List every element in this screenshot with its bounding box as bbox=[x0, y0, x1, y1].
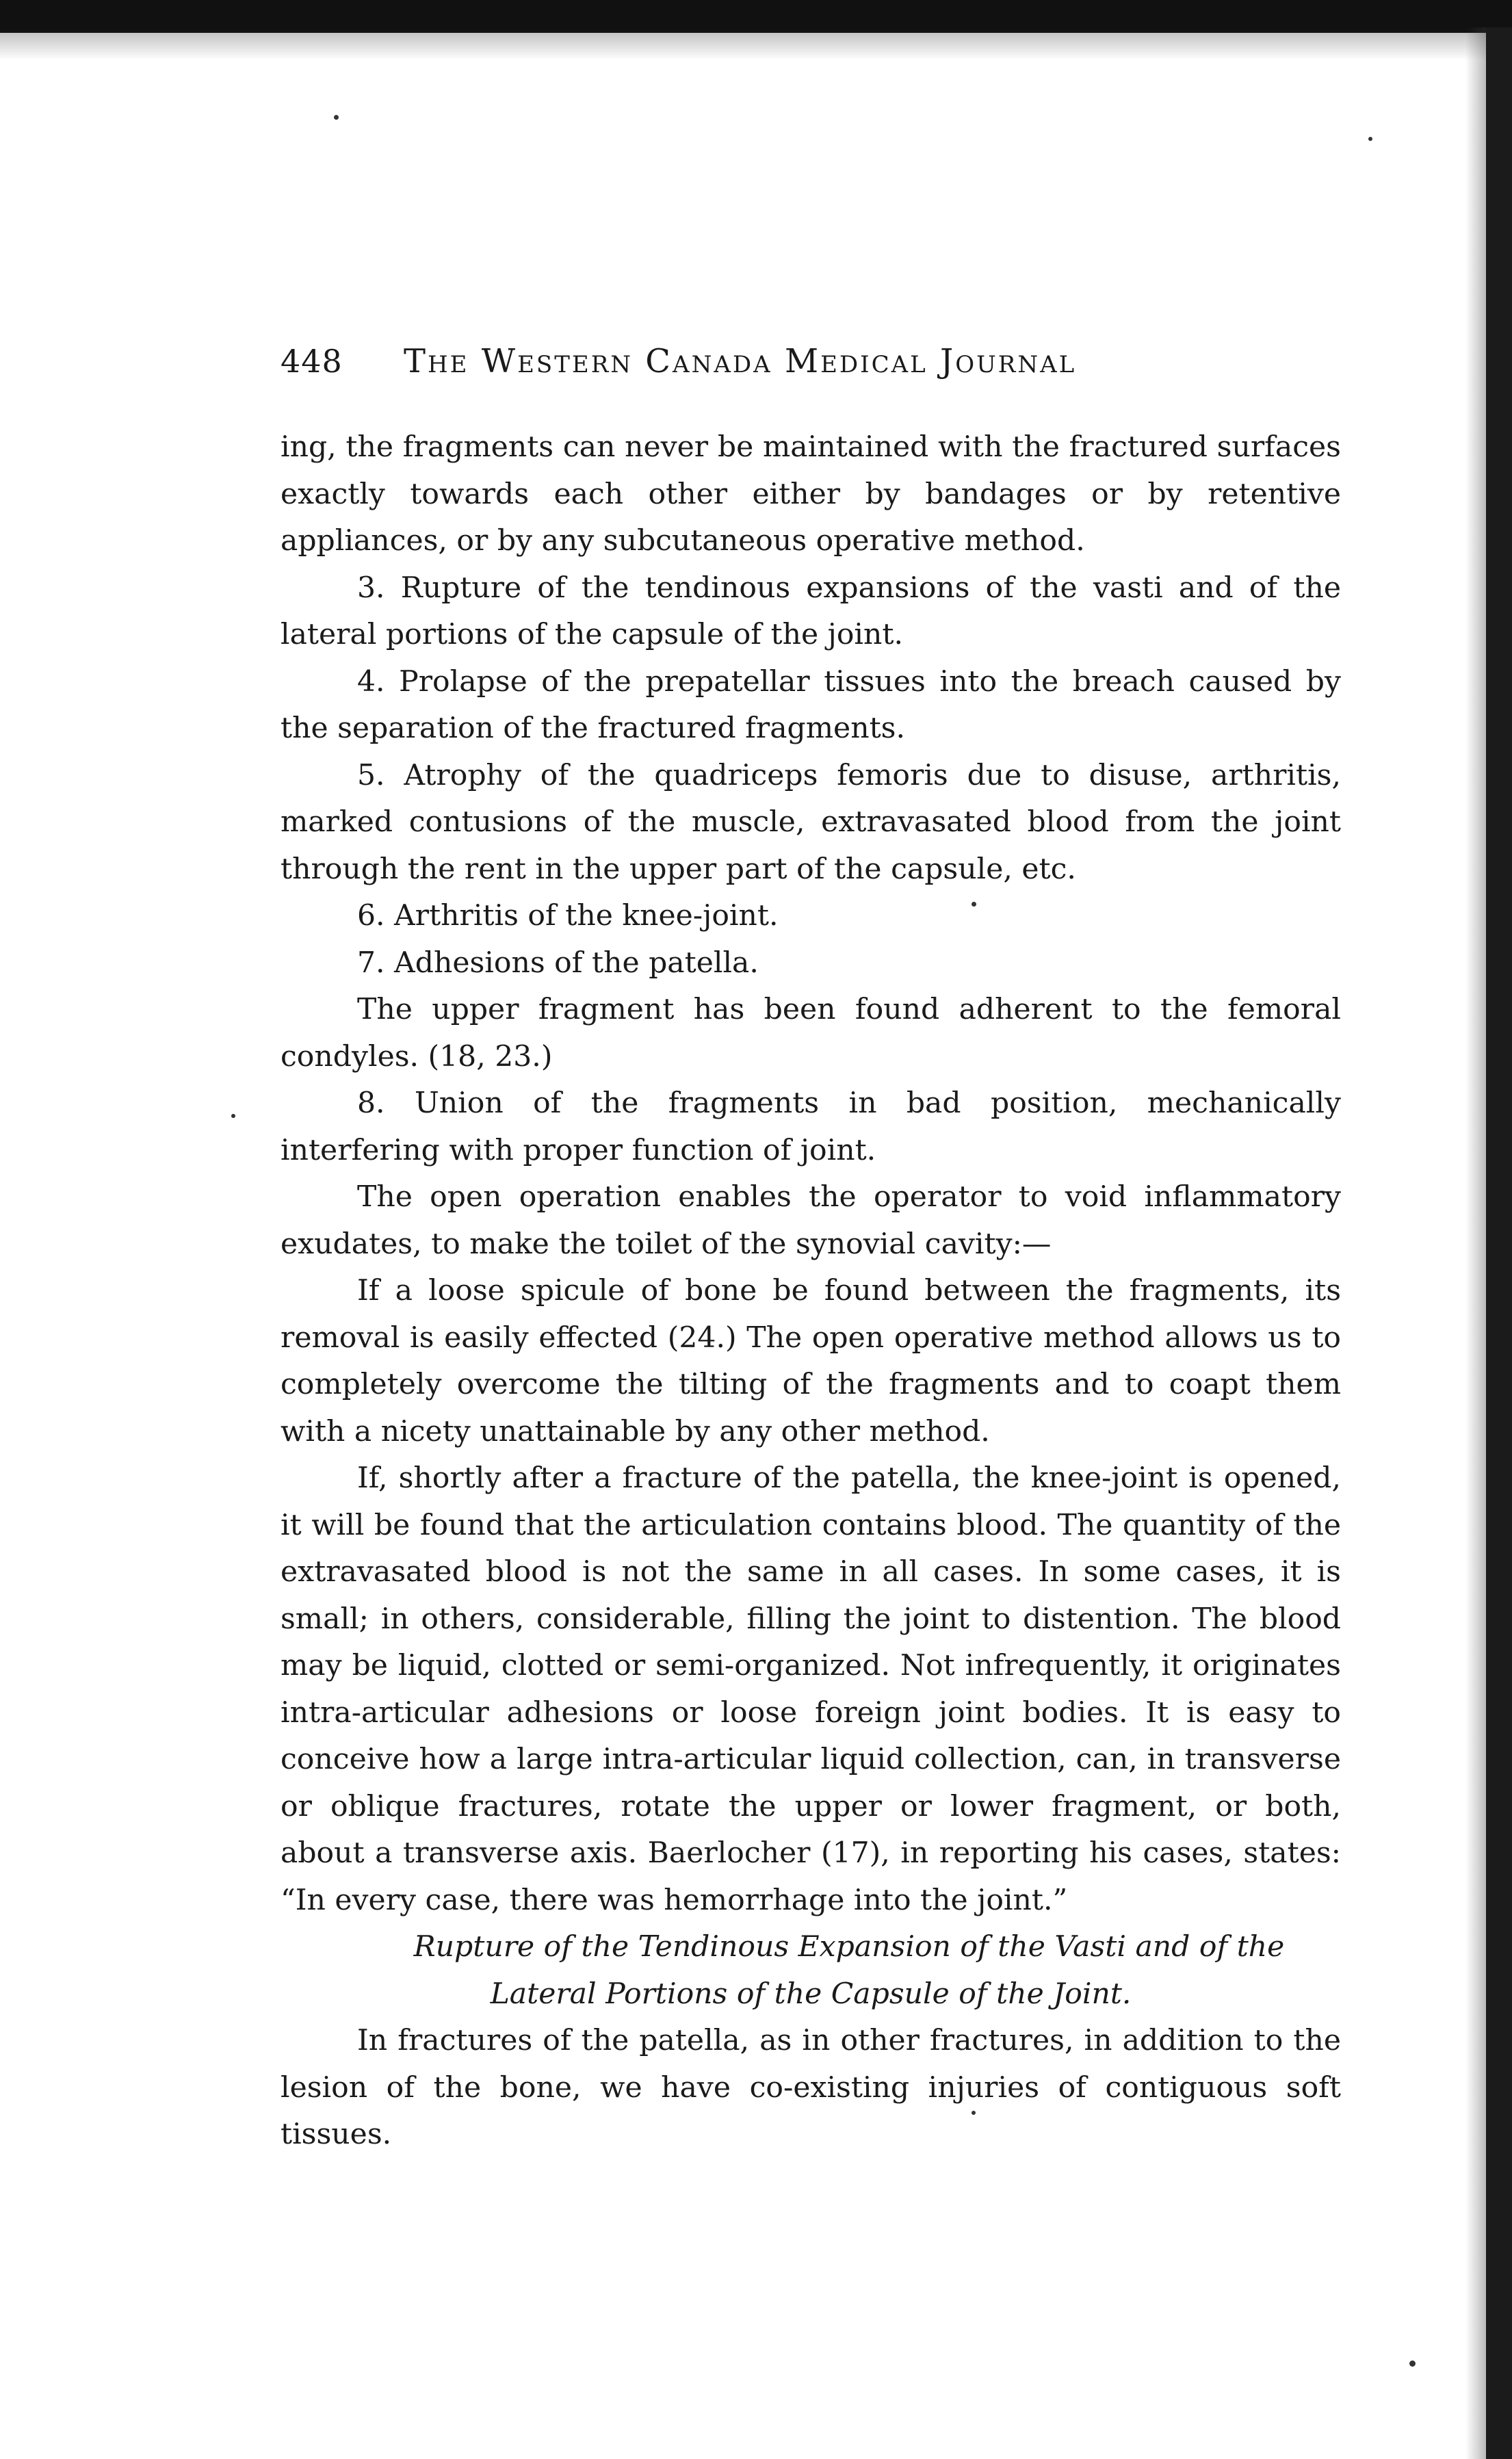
scan-speck bbox=[231, 1114, 235, 1118]
scan-speck bbox=[1368, 137, 1372, 141]
scan-speck bbox=[334, 115, 339, 120]
scan-right-border bbox=[1486, 27, 1512, 2459]
list-item: 4. Prolapse of the prepatellar tissues into the breach caused by the separation of the fractured fragments. bbox=[281, 664, 1341, 745]
section-heading: Rupture of the Tendinous Expansion of the Vasti and of the Lateral Portions of the Capsule of the Joint. bbox=[413, 1930, 1285, 2011]
paragraph: If a loose spicule of bone be found between the fragments, its removal is easily effected (24.) The open operative method allows us to completely overcome the tilting of the fragments and to coapt them with a nicety unattainable by any other method. bbox=[281, 1274, 1341, 1448]
list-item: 8. Union of the fragments in bad position, mechanically interfering with proper function of joint. bbox=[281, 1087, 1341, 1167]
list-item: 6. Arthritis of the knee-joint. bbox=[357, 899, 779, 933]
scan-top-shadow bbox=[0, 33, 1512, 60]
paragraph: In fractures of the patella, as in other fractures, in addition to the lesion of the bone, we have co-existing injuries of contiguous soft tissues. bbox=[281, 2024, 1341, 2151]
article-body bbox=[281, 424, 1341, 2159]
running-head bbox=[281, 342, 1341, 404]
paragraph: The upper fragment has been found adherent to the femoral condyles. (18, 23.) bbox=[281, 993, 1341, 1074]
page-number: 448 bbox=[281, 343, 343, 380]
journal-title: The Western Canada Medical Journal bbox=[404, 342, 1077, 380]
list-item: 7. Adhesions of the patella. bbox=[357, 946, 759, 980]
list-item: 3. Rupture of the tendinous expansions of the vasti and of the lateral portions of the capsule of the joint. bbox=[281, 571, 1341, 651]
paragraph: If, shortly after a fracture of the patella, the knee-joint is opened, it will be found that the articulation contains blood. The quantity of the extravasated blood is not the same in all cases. In some cases, it is small; in others, considerable, filling the joint to distention. The blood may be liquid, clotted or semi-organized. Not infrequently, it originates intra-articular adhesions or loose foreign joint bodies. It is easy to conceive how a large intra-articular liquid collection, can, in transverse or oblique fractures, rotate the upper or lower fragment, or both, about a transverse axis. Baerlocher (17), in reporting his cases, states: “In every case, there was hemorrhage into the joint.” bbox=[281, 1461, 1341, 1917]
paragraph: The open operation enables the operator to void inflammatory exudates, to make the toilet of the synovial cavity:— bbox=[281, 1180, 1341, 1261]
scan-right-shadow bbox=[1465, 27, 1486, 2459]
scan-speck bbox=[1409, 2360, 1416, 2367]
list-item: 5. Atrophy of the quadriceps femoris due to disuse, arthritis, marked contusions of the muscle, extravasated blood from the joint through the rent in the upper part of the capsule, etc. bbox=[281, 758, 1341, 886]
journal-page bbox=[281, 342, 1341, 2159]
scan-top-border bbox=[0, 0, 1512, 33]
paragraph: ing, the fragments can never be maintained with the fractured surfaces exactly towards each other either by bandages or by retentive appliances, or by any subcutaneous operative method. bbox=[281, 430, 1341, 558]
